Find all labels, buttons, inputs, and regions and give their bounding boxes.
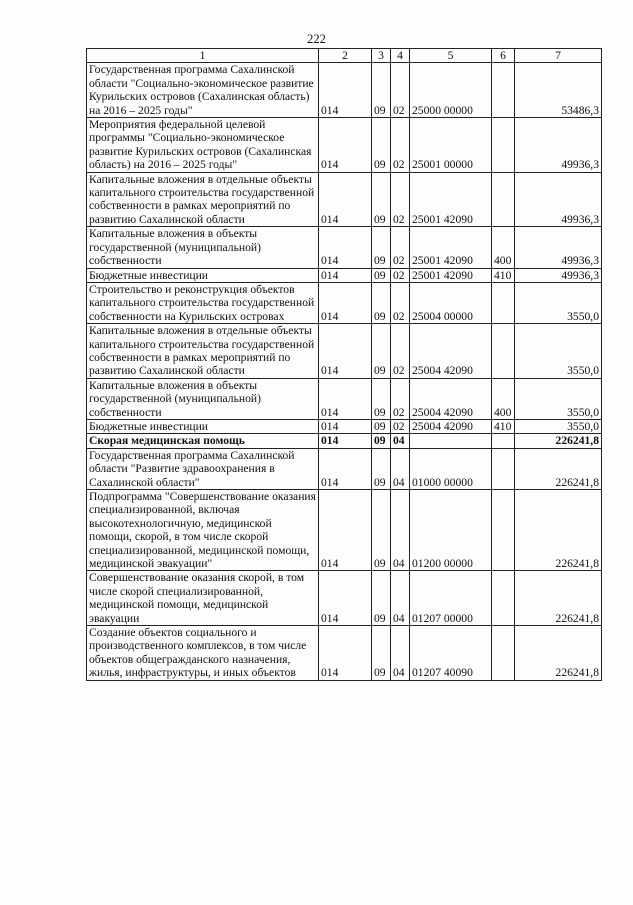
- row-admin-code-cell: 014: [319, 227, 372, 268]
- row-section-cell: 09: [372, 490, 391, 571]
- table-row: [87, 172, 602, 227]
- table-header-row: [87, 49, 602, 63]
- budget-table: [86, 48, 602, 681]
- row-name-cell: Мероприятия федеральной целевой программы "Социально-экономическое развитие Курильских островов (Сахалинская область) на 2016 – 2025 годы": [87, 118, 319, 173]
- row-section-cell: 09: [372, 63, 391, 118]
- row-section-cell: 09: [372, 378, 391, 419]
- row-amount-cell: 3550,0: [515, 324, 602, 379]
- row-target-code-cell: 25004 42090: [410, 324, 492, 379]
- row-section-cell: 09: [372, 118, 391, 173]
- row-admin-code-cell: 014: [319, 172, 372, 227]
- row-expense-type-cell: [492, 448, 515, 489]
- table-body: [87, 49, 602, 681]
- row-amount-cell: 3550,0: [515, 378, 602, 419]
- row-section-cell: 09: [372, 324, 391, 379]
- row-admin-code-cell: 014: [319, 118, 372, 173]
- row-subsection-cell: 02: [391, 378, 410, 419]
- row-section-cell: 09: [372, 227, 391, 268]
- row-expense-type-cell: [492, 324, 515, 379]
- row-target-code-cell: 01207 40090: [410, 626, 492, 681]
- row-expense-type-cell: [492, 172, 515, 227]
- row-amount-cell: 226241,8: [515, 571, 602, 626]
- row-subsection-cell: 02: [391, 118, 410, 173]
- row-target-code-cell: 25001 42090: [410, 172, 492, 227]
- row-admin-code-cell: 014: [319, 571, 372, 626]
- table-row: [87, 268, 602, 282]
- row-subsection-cell: 02: [391, 282, 410, 323]
- table-row: [87, 324, 602, 379]
- row-name-cell: Капитальные вложения в объекты государственной (муниципальной) собственности: [87, 227, 319, 268]
- row-subsection-cell: 02: [391, 268, 410, 282]
- header-cell-6: 6: [492, 49, 515, 63]
- row-name-cell: Создание объектов социального и производственного комплексов, в том числе объектов общегражданского назначения, жилья, инфраструктуры, и иных объектов: [87, 626, 319, 681]
- header-cell-4: 4: [391, 49, 410, 63]
- row-admin-code-cell: 014: [319, 490, 372, 571]
- row-expense-type-cell: 410: [492, 268, 515, 282]
- table-row: [87, 448, 602, 489]
- table-row: [87, 378, 602, 419]
- row-section-cell: 09: [372, 448, 391, 489]
- table-row: [87, 63, 602, 118]
- row-admin-code-cell: 014: [319, 434, 372, 448]
- header-cell-1: 1: [87, 49, 319, 63]
- row-subsection-cell: 02: [391, 227, 410, 268]
- row-expense-type-cell: [492, 434, 515, 448]
- page-number: 222: [307, 32, 326, 46]
- row-target-code-cell: 25000 00000: [410, 63, 492, 118]
- row-subsection-cell: 04: [391, 490, 410, 571]
- row-name-cell: Государственная программа Сахалинской области "Развитие здравоохранения в Сахалинской области": [87, 448, 319, 489]
- row-target-code-cell: 01207 00000: [410, 571, 492, 626]
- row-expense-type-cell: [492, 282, 515, 323]
- row-admin-code-cell: 014: [319, 419, 372, 433]
- row-admin-code-cell: 014: [319, 268, 372, 282]
- table-row: [87, 571, 602, 626]
- table-row: [87, 419, 602, 433]
- table-row: [87, 434, 602, 448]
- row-section-cell: 09: [372, 419, 391, 433]
- row-section-cell: 09: [372, 434, 391, 448]
- row-amount-cell: 53486,3: [515, 63, 602, 118]
- header-cell-2: 2: [319, 49, 372, 63]
- row-amount-cell: 226241,8: [515, 448, 602, 489]
- row-amount-cell: 49936,3: [515, 268, 602, 282]
- row-name-cell: Скорая медицинская помощь: [87, 434, 319, 448]
- row-target-code-cell: 25004 42090: [410, 419, 492, 433]
- row-admin-code-cell: 014: [319, 324, 372, 379]
- header-cell-5: 5: [410, 49, 492, 63]
- row-target-code-cell: 25001 42090: [410, 227, 492, 268]
- row-amount-cell: 226241,8: [515, 490, 602, 571]
- row-expense-type-cell: [492, 571, 515, 626]
- row-target-code-cell: 25004 42090: [410, 378, 492, 419]
- row-name-cell: Капитальные вложения в объекты государственной (муниципальной) собственности: [87, 378, 319, 419]
- row-name-cell: Совершенствование оказания скорой, в том числе скорой специализированной, медицинской помощи, медицинской эвакуации: [87, 571, 319, 626]
- row-subsection-cell: 02: [391, 63, 410, 118]
- row-name-cell: Капитальные вложения в отдельные объекты капитального строительства государственной собственности в рамках мероприятий по развитию Сахалинской области: [87, 324, 319, 379]
- row-admin-code-cell: 014: [319, 448, 372, 489]
- row-amount-cell: 226241,8: [515, 626, 602, 681]
- row-name-cell: Строительство и реконструкция объектов капитального строительства государственной собственности на Курильских островах: [87, 282, 319, 323]
- row-amount-cell: 226241,8: [515, 434, 602, 448]
- row-subsection-cell: 04: [391, 571, 410, 626]
- row-section-cell: 09: [372, 571, 391, 626]
- row-amount-cell: 49936,3: [515, 118, 602, 173]
- row-target-code-cell: 25004 00000: [410, 282, 492, 323]
- table-row: [87, 490, 602, 571]
- row-expense-type-cell: 400: [492, 227, 515, 268]
- row-subsection-cell: 02: [391, 419, 410, 433]
- row-amount-cell: 3550,0: [515, 419, 602, 433]
- row-amount-cell: 49936,3: [515, 172, 602, 227]
- row-amount-cell: 3550,0: [515, 282, 602, 323]
- table-row: [87, 282, 602, 323]
- row-target-code-cell: 25001 42090: [410, 268, 492, 282]
- row-expense-type-cell: [492, 63, 515, 118]
- table-row: [87, 227, 602, 268]
- row-expense-type-cell: [492, 118, 515, 173]
- row-expense-type-cell: 400: [492, 378, 515, 419]
- row-name-cell: Подпрограмма "Совершенствование оказания специализированной, включая высокотехнологичную, медицинской помощи, скорой, в том числе скорой специализированной, медицинской помощи, медицинской эвакуации": [87, 490, 319, 571]
- row-target-code-cell: 25001 00000: [410, 118, 492, 173]
- row-subsection-cell: 04: [391, 448, 410, 489]
- row-amount-cell: 49936,3: [515, 227, 602, 268]
- row-admin-code-cell: 014: [319, 282, 372, 323]
- row-name-cell: Государственная программа Сахалинской области "Социально-экономическое развитие Курильских островов (Сахалинская область) на 2016 – 2025 годы": [87, 63, 319, 118]
- row-expense-type-cell: [492, 626, 515, 681]
- row-admin-code-cell: 014: [319, 626, 372, 681]
- row-expense-type-cell: [492, 490, 515, 571]
- row-subsection-cell: 02: [391, 172, 410, 227]
- row-subsection-cell: 02: [391, 324, 410, 379]
- row-admin-code-cell: 014: [319, 63, 372, 118]
- row-section-cell: 09: [372, 172, 391, 227]
- row-target-code-cell: 01200 00000: [410, 490, 492, 571]
- row-target-code-cell: [410, 434, 492, 448]
- row-name-cell: Бюджетные инвестиции: [87, 419, 319, 433]
- row-target-code-cell: 01000 00000: [410, 448, 492, 489]
- row-name-cell: Капитальные вложения в отдельные объекты капитального строительства государственной собственности в рамках мероприятий по развитию Сахалинской области: [87, 172, 319, 227]
- row-subsection-cell: 04: [391, 434, 410, 448]
- row-admin-code-cell: 014: [319, 378, 372, 419]
- header-cell-7: 7: [515, 49, 602, 63]
- table-row: [87, 118, 602, 173]
- row-subsection-cell: 04: [391, 626, 410, 681]
- row-expense-type-cell: 410: [492, 419, 515, 433]
- row-section-cell: 09: [372, 282, 391, 323]
- row-section-cell: 09: [372, 268, 391, 282]
- header-cell-3: 3: [372, 49, 391, 63]
- row-section-cell: 09: [372, 626, 391, 681]
- table-row: [87, 626, 602, 681]
- row-name-cell: Бюджетные инвестиции: [87, 268, 319, 282]
